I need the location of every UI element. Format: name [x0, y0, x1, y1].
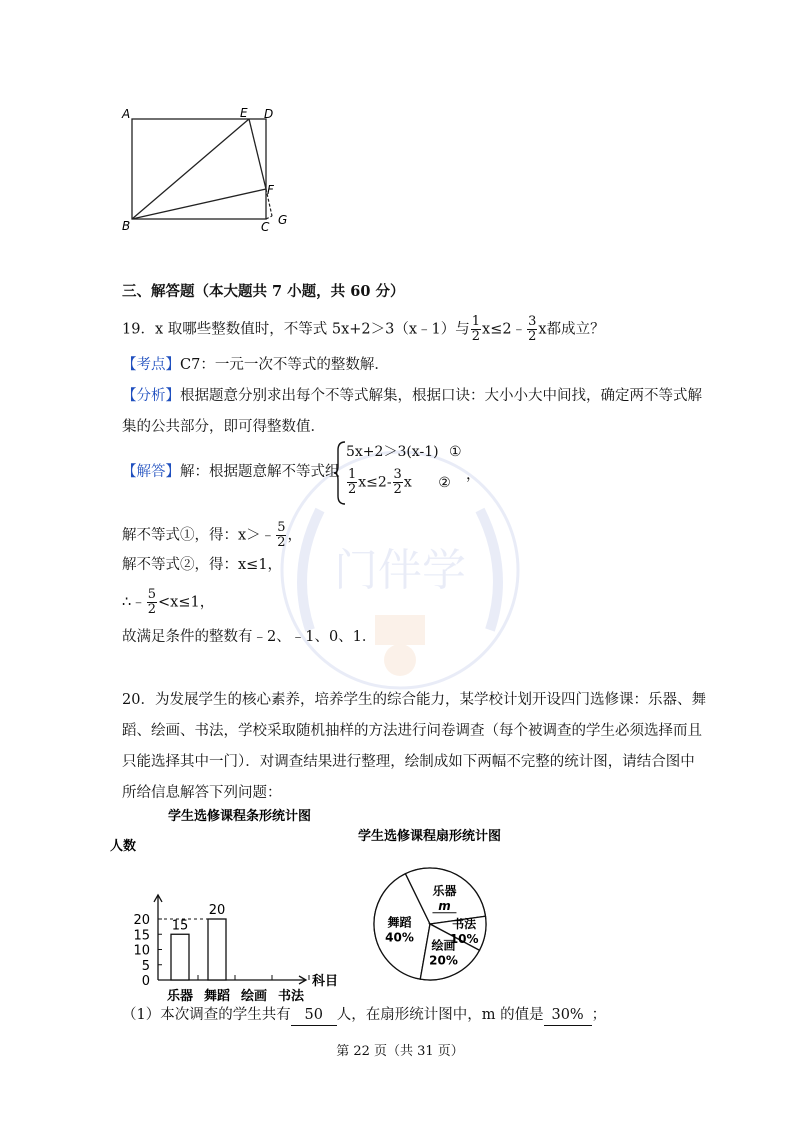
- solution-2: 解不等式②，得：x≤1，: [122, 557, 283, 573]
- bar-chart-title: 学生选修课程条形统计图: [168, 809, 312, 824]
- label-B: B: [122, 219, 131, 233]
- bar-value-label: 15: [171, 918, 189, 934]
- fraction-half: $\frac{1}{2}$: [471, 314, 481, 344]
- y-tick-label: 20: [133, 913, 150, 928]
- solution-1: 解不等式①，得：x＞﹣ $\frac{5}{2}$ ，: [122, 520, 302, 550]
- fenxi-tag: 【分析】: [122, 388, 180, 404]
- system-eq1: 5x+2＞3(x-1): [346, 444, 439, 460]
- q20-line3: 只能选择其中一门）．对调查结果进行整理，绘制成如下两幅不完整的统计图，请结合图中: [122, 754, 695, 770]
- q19-stem-c: x都成立？: [538, 321, 605, 338]
- inequality-system: 5x+2＞3(x-1) ① $\frac{1}{2}$ x≤2- $\frac{3}{2}$ x ②: [334, 440, 474, 506]
- bar-乐器: [171, 934, 189, 980]
- jieda-tag: 【解答】: [122, 464, 180, 480]
- pie-chart-title: 学生选修课程扇形统计图: [358, 829, 502, 844]
- svg-text:门伴学: 门伴学: [334, 545, 466, 596]
- x-tick-label: 绘画: [240, 989, 268, 1004]
- label-F: F: [267, 183, 274, 197]
- jieda-line: 【解答】解：根据题意解不等式组: [122, 464, 340, 480]
- kaodian-line: 【考点】C7：一元一次不等式的整数解．: [122, 357, 389, 373]
- q20-line1: 20．为发展学生的核心素养，培养学生的综合能力，某学校计划开设四门选修课：乐器、舞: [122, 692, 706, 708]
- pie-slice-name: 舞蹈: [387, 915, 412, 930]
- label-E: E: [240, 106, 248, 120]
- kaodian-tag: 【考点】: [122, 357, 180, 373]
- pie-chart: [352, 826, 542, 996]
- pie-slice-name: 书法: [452, 917, 477, 932]
- y-tick-label: 5: [141, 958, 150, 974]
- pie-slice-name: 绘画: [431, 938, 456, 953]
- page-footer: 第 22 页（共 31 页）: [336, 1044, 464, 1059]
- fraction-three-half: $\frac{3}{2}$: [528, 314, 537, 344]
- q19-stem-a: 19．x 取哪些整数值时，不等式 5x+2＞3（x﹣1）与: [122, 321, 470, 338]
- geometry-figure: [118, 104, 298, 234]
- pie-slice-value: 40%: [385, 930, 414, 945]
- conclusion: 故满足条件的整数有﹣2、﹣1、0、1．: [122, 629, 377, 645]
- y-tick-label: 10: [133, 943, 150, 959]
- x-tick-label: 书法: [277, 989, 305, 1004]
- section-title: 三、解答题（本大题共 7 小题，共 60 分）: [122, 283, 405, 300]
- label-C: C: [261, 220, 270, 234]
- brace-icon: [334, 440, 346, 506]
- answer-blank-2: 30%: [544, 1005, 592, 1026]
- bar-x-label: 科目: [312, 974, 339, 989]
- label-A: A: [122, 107, 131, 121]
- bar-chart: [110, 805, 370, 1005]
- answer-blank-1: 50: [291, 1005, 337, 1026]
- system-end: ，: [466, 467, 481, 483]
- x-tick-label: 舞蹈: [203, 989, 231, 1004]
- y-tick-label: 0: [141, 974, 150, 989]
- y-tick-label: 15: [133, 928, 150, 944]
- q19-stem: [122, 315, 605, 344]
- pie-slice-name: 乐器: [432, 883, 457, 898]
- pie-slice-value: 20%: [429, 953, 458, 968]
- q19-stem-b: x≤2﹣: [482, 321, 527, 338]
- fenxi-line1: 【分析】根据题意分别求出每个不等式解集，根据口诀：大小小大中间找，确定两不等式解: [122, 388, 702, 404]
- label-G: G: [278, 213, 288, 227]
- bar-y-label: 人数: [110, 839, 137, 854]
- x-tick-label: 乐器: [166, 989, 194, 1004]
- q20-sub1: （1）本次调查的学生共有 50 人，在扇形统计图中，m 的值是 30% ；: [122, 1005, 606, 1026]
- bar-舞蹈: [208, 919, 226, 980]
- pie-slice-value: m: [438, 898, 451, 913]
- system-eq2: x≤2-: [358, 474, 392, 491]
- q20-line4: 所给信息解答下列问题：: [122, 785, 282, 801]
- q20-line2: 蹈、绘画、书法，学校采取随机抽样的方法进行问卷调查（每个被调查的学生必须选择而且: [122, 723, 702, 739]
- label-D: D: [264, 107, 274, 121]
- fenxi-line2: 集的公共部分，即可得整数值．: [122, 419, 325, 435]
- bar-value-label: 20: [208, 903, 226, 918]
- solution-3: ∴﹣ $\frac{5}{2}$ <x≤1，: [122, 587, 215, 617]
- pie-slice-value: 10%: [449, 932, 479, 947]
